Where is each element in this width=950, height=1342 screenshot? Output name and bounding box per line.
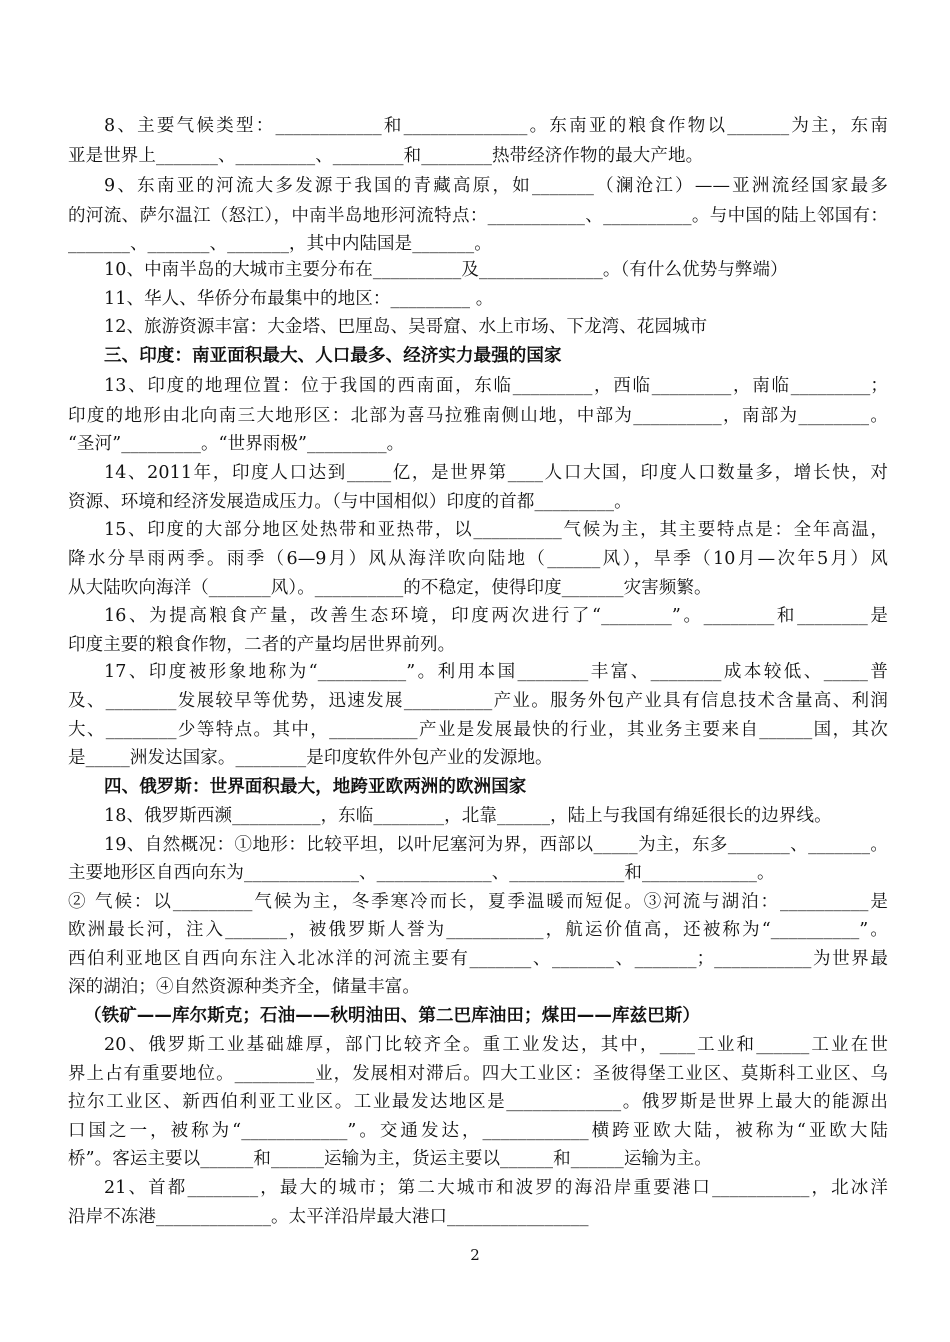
text-line: 从大陆吹向海洋（_______风）。__________的不稳定，使得印度_______灾害频繁。 — [68, 578, 712, 598]
text-line: 欧洲最长河，注入_______，被俄罗斯人誉为___________，航运价值高，还被称为“__________”。 — [68, 920, 888, 940]
section-heading: 四、俄罗斯：世界面积最大，地跨亚欧两洲的欧洲国家 — [104, 777, 527, 797]
text-line: 印度主要的粮食作物，二者的产量均居世界前列。 — [68, 635, 456, 655]
text-line: 的河流、萨尔温江（怒江），中南半岛地形河流特点：___________、__________。与中国的陆上邻国有： — [68, 206, 888, 226]
text-line: 亚是世界上_______、_________、________和________热带经济作物的最大产地。 — [68, 146, 704, 166]
text-line: “圣河”_________。“世界雨极”_________。 — [68, 434, 405, 454]
text-line: 界上占有重要地位。_________业，发展相对滞后。四大工业区：圣彼得堡工业区、莫斯科工业区、乌 — [68, 1064, 888, 1084]
section-heading: 三、印度：南亚面积最大、人口最多、经济实力最强的国家 — [104, 346, 562, 366]
text-line: 21、首都________，最大的城市；第二大城市和波罗的海沿岸重要港口___________，北冰洋 — [104, 1178, 888, 1198]
text-line: 主要地形区自西向东为_____________、_____________、_____________和_____________。 — [68, 863, 775, 883]
text-line: 口国之一，被称为“____________”。交通发达，____________横跨亚欧大陆，被称为“亚欧大陆 — [68, 1121, 888, 1141]
text-line: 拉尔工业区、新西伯利亚工业区。工业最发达地区是_____________。俄罗斯是世界上最大的能源出 — [68, 1092, 888, 1112]
text-line: 9、东南亚的河流大多发源于我国的青藏高原，如_______（澜沧江）——亚洲流经国家最多 — [104, 176, 888, 196]
text-line: 18、俄罗斯西濒__________，东临________，北靠______，陆上与我国有绵延很长的边界线。 — [104, 806, 832, 826]
text-line: 16、为提高粮食产量，改善生态环境，印度两次进行了“________”。________和________是 — [104, 606, 888, 626]
text-line: 13、印度的地理位置：位于我国的西南面，东临_________，西临_________，南临_________； — [104, 376, 888, 396]
text-line: 大、________少等特点。其中，__________产业是发展最快的行业，其业务主要来自______国，其次 — [68, 720, 888, 740]
text-line: 及、________发展较早等优势，迅速发展__________产业。服务外包产业具有信息技术含量高、利润 — [68, 691, 888, 711]
page-number: 2 — [470, 1246, 480, 1264]
text-line: 17、印度被形象地称为“__________”。利用本国________丰富、________成本较低、_____普 — [104, 662, 888, 682]
text-line: 11、华人、华侨分布最集中的地区：_________ 。 — [104, 289, 494, 309]
text-line: 资源、环境和经济发展造成压力。（与中国相似）印度的首都_________。 — [68, 492, 632, 512]
text-line: 沿岸不冻港_____________。太平洋沿岸最大港口________________ — [68, 1207, 589, 1227]
text-line: 印度的地形由北向南三大地形区：北部为喜马拉雅南侧山地，中部为__________，南部为________。 — [68, 406, 888, 426]
text-line: 19、自然概况：①地形：比较平坦，以叶尼塞河为界，西部以_____为主，东多_______、_______。 — [104, 835, 888, 855]
text-line: 降水分旱雨两季。雨季（6—9月）风从海洋吹向陆地（______风），旱季（10月—次年5月）风 — [68, 549, 888, 569]
note-line: （铁矿——库尔斯克；石油——秋明油田、第二巴库油田；煤田——库兹巴斯） — [84, 1006, 700, 1026]
text-line: 12、旅游资源丰富：大金塔、巴厘岛、吴哥窟、水上市场、下龙湾、花园城市 — [104, 317, 708, 337]
text-line: 是_____洲发达国家。________是印度软件外包产业的发源地。 — [68, 748, 553, 768]
text-line: 20、俄罗斯工业基础雄厚，部门比较齐全。重工业发达，其中，____工业和______工业在世 — [104, 1035, 888, 1055]
text-line: _______、_______、_______，其中内陆国是_______。 — [68, 234, 492, 254]
text-line: 深的湖泊；④自然资源种类齐全，储量丰富。 — [68, 977, 420, 997]
text-line: 14、2011年，印度人口达到_____亿，是世界第____人口大国，印度人口数量多，增长快，对 — [104, 463, 888, 483]
text-line: ② 气候：以_________气候为主，冬季寒冷而长，夏季温暖而短促。③河流与湖泊：__________是 — [68, 892, 888, 912]
text-line: 10、中南半岛的大城市主要分布在__________及______________。（有什么优势与弊端） — [104, 260, 788, 280]
text-line: 西伯利亚地区自西向东注入北冰洋的河流主要有_______、_______、_______；___________为世界最 — [68, 949, 888, 969]
text-line: 8、主要气候类型：____________和______________。东南亚的粮食作物以_______为主，东南 — [104, 116, 888, 136]
text-line: 桥”。客运主要以______和______运输为主，货运主要以______和______运输为主。 — [68, 1149, 712, 1169]
text-line: 15、印度的大部分地区处热带和亚热带，以__________气候为主，其主要特点是：全年高温， — [104, 520, 888, 540]
